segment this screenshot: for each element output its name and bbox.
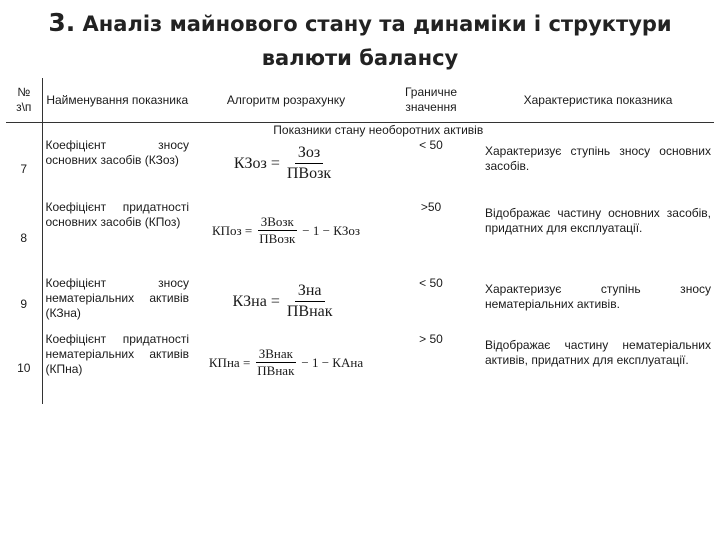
row-formula: КПоз = ЗВозк ПВозк − 1 − КЗоз [211,213,361,246]
row-limit: >50 [420,200,442,214]
table-row [6,200,714,276]
header-num: № з\п [6,78,42,123]
row-characteristic: Характеризує ступінь зносу основних засобів. [485,144,711,173]
row-characteristic: Відображає частину нематеріальних активів, придатних для експлуатації. [485,338,711,367]
title-line-2: валюти балансу [261,46,459,70]
row-name: Коефіцієнт зносу основних засобів (КЗоз) [45,138,189,167]
header-limit: Граничне значення [380,78,482,123]
row-limit: < 50 [419,276,443,290]
title-line-1: Аналіз майнового стану та динаміки і структури [82,12,672,36]
row-limit: < 50 [419,138,443,152]
row-limit: > 50 [419,332,443,346]
table-row [6,276,714,332]
section-title: Показники стану необоротних активів [273,123,484,137]
header-row [6,78,714,123]
indicators-table [6,78,714,404]
row-num: 7 [6,138,42,200]
row-name: Коефіцієнт придатності нематеріальних активів (КПна) [45,332,189,376]
row-formula: КЗоз = Зоз ПВозк [233,143,332,182]
title-number: 3. [48,8,76,37]
header-name: Найменування показника [42,78,192,123]
row-formula: КЗна = Зна ПВнак [232,281,333,320]
row-characteristic: Відображає частину основних засобів, придатних для експлуатації. [485,206,711,235]
row-formula: КПна = ЗВнак ПВнак − 1 − КАна [208,345,364,378]
row-name: Коефіцієнт придатності основних засобів (КПоз) [45,200,189,229]
row-name: Коефіцієнт зносу нематеріальних активів (КЗна) [45,276,189,320]
table-row [6,332,714,404]
header-algorithm: Алгоритм розрахунку [192,78,380,123]
slide-title [0,6,720,75]
row-num: 9 [6,276,42,332]
section-row [6,123,714,139]
row-characteristic: Характеризує ступінь зносу нематеріальних активів. [485,282,711,311]
row-num: 10 [6,332,42,404]
table-row [6,138,714,200]
header-characteristic: Характеристика показника [482,78,714,123]
row-num: 8 [6,200,42,276]
